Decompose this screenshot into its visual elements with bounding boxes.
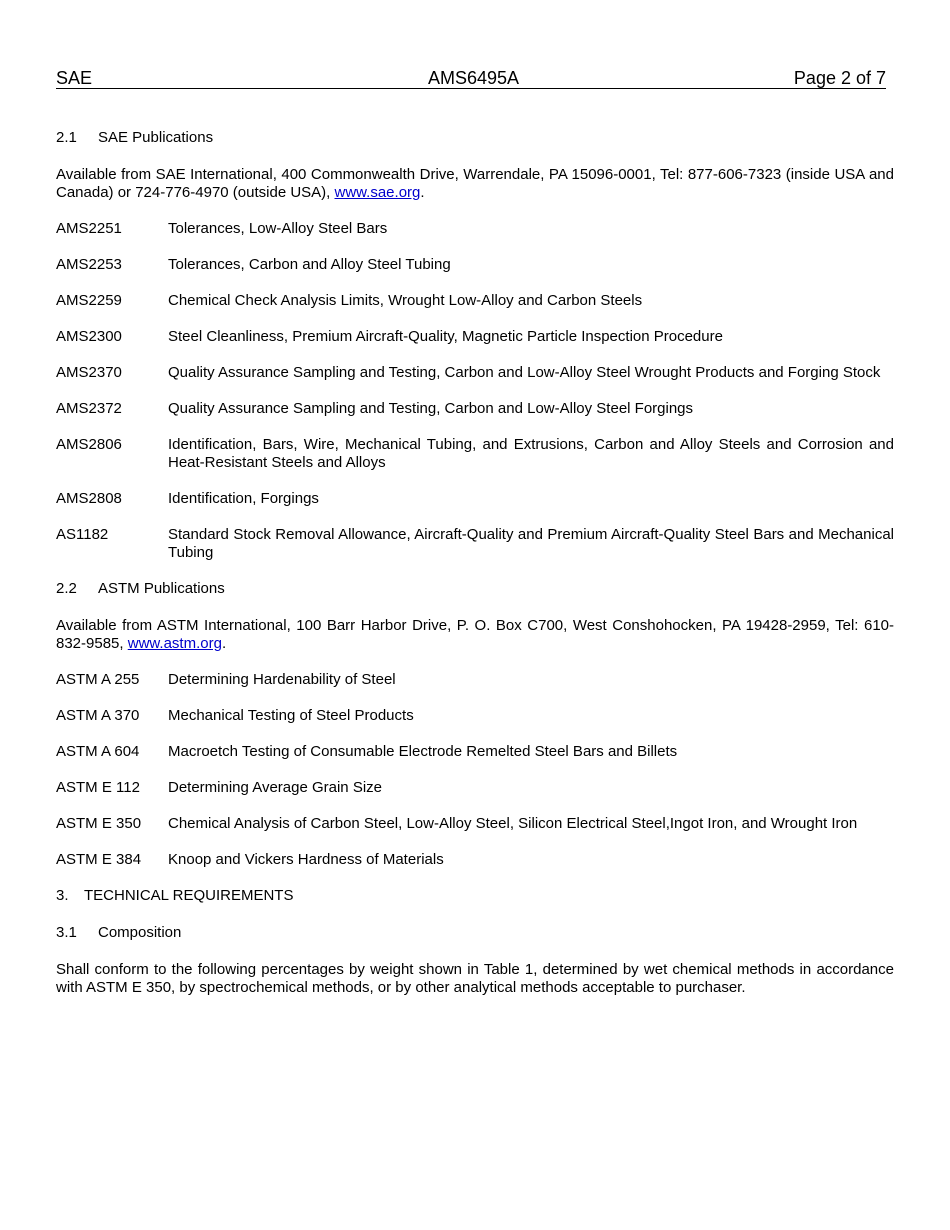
document-body [56, 129, 894, 1015]
reference-code: AS1182 [56, 526, 109, 543]
reference-code: ASTM A 604 [56, 743, 140, 760]
reference-code: ASTM A 370 [56, 707, 140, 724]
reference-item [56, 671, 894, 689]
reference-title: Identification, Forgings [168, 490, 319, 507]
section-heading-3-1 [56, 924, 894, 942]
reference-code: AMS2300 [56, 328, 122, 345]
reference-title: Determining Hardenability of Steel [168, 671, 396, 688]
reference-title: Mechanical Testing of Steel Products [168, 707, 414, 724]
section-title: ASTM Publications [98, 580, 225, 597]
reference-code: AMS2808 [56, 490, 122, 507]
reference-item [56, 436, 894, 472]
reference-code: AMS2253 [56, 256, 122, 273]
reference-code: AMS2372 [56, 400, 122, 417]
reference-item [56, 490, 894, 508]
page-header [56, 66, 886, 89]
reference-title: Steel Cleanliness, Premium Aircraft-Quality, Magnetic Particle Inspection Procedure [168, 328, 723, 345]
astm-availability-paragraph [56, 617, 894, 653]
reference-title: Chemical Analysis of Carbon Steel, Low-Alloy Steel, Silicon Electrical Steel,Ingot Iron, and Wrought Iron [168, 815, 858, 832]
reference-item [56, 292, 894, 310]
astm-availability-text: Available from ASTM International, 100 Barr Harbor Drive, P. O. Box C700, West Conshohocken, PA 19428-2959, Tel: 610-832-9585, [56, 617, 894, 652]
reference-title: Tolerances, Low-Alloy Steel Bars [168, 220, 388, 237]
reference-code: ASTM E 384 [56, 851, 142, 868]
reference-item [56, 220, 894, 238]
reference-title: Quality Assurance Sampling and Testing, Carbon and Low-Alloy Steel Forgings [168, 400, 694, 417]
reference-title: Knoop and Vickers Hardness of Materials [168, 851, 444, 868]
reference-item [56, 328, 894, 346]
reference-item [56, 256, 894, 274]
sae-reference-list [56, 220, 894, 562]
section-number: 2.2 [56, 580, 77, 597]
reference-code: AMS2806 [56, 436, 122, 453]
reference-item [56, 526, 894, 562]
reference-code: ASTM E 112 [56, 779, 140, 796]
section-number: 3.1 [56, 924, 77, 941]
reference-code: ASTM E 350 [56, 815, 142, 832]
astm-reference-list [56, 671, 894, 869]
section-heading-2-1 [56, 129, 894, 147]
section-number: 2.1 [56, 129, 77, 146]
reference-title: Standard Stock Removal Allowance, Aircraft-Quality and Premium Aircraft-Quality Steel Bars and Mechanical Tubing [168, 526, 894, 561]
sae-availability-end: . [420, 184, 425, 201]
section-heading-3 [56, 887, 894, 905]
sae-availability-text: Available from SAE International, 400 Commonwealth Drive, Warrendale, PA 15096-0001, Tel: 877-606-7323 (inside USA and Canada) or 724-776-4970 (outside USA), [56, 166, 894, 201]
reference-title: Macroetch Testing of Consumable Electrode Remelted Steel Bars and Billets [168, 743, 678, 760]
reference-title: Determining Average Grain Size [168, 779, 382, 796]
header-organization: SAE [56, 68, 93, 88]
reference-code: AMS2370 [56, 364, 122, 381]
section-title: SAE Publications [98, 129, 214, 146]
header-page-number: Page 2 of 7 [793, 68, 886, 88]
section-number: 3. [56, 887, 69, 904]
section-title: TECHNICAL REQUIREMENTS [84, 887, 294, 904]
reference-item [56, 815, 894, 833]
reference-item [56, 707, 894, 725]
sae-availability-paragraph [56, 166, 894, 202]
composition-paragraph: Shall conform to the following percentages by weight shown in Table 1, determined by wet chemical methods in accordance with ASTM E 350, by spectrochemical methods, or by other analytical methods acceptable to purchaser. [56, 961, 894, 996]
reference-title: Tolerances, Carbon and Alloy Steel Tubing [168, 256, 451, 273]
reference-title: Quality Assurance Sampling and Testing, Carbon and Low-Alloy Steel Wrought Products and Forging Stock [168, 364, 881, 381]
reference-item [56, 364, 894, 382]
reference-item [56, 400, 894, 418]
reference-item [56, 851, 894, 869]
header-document-number: AMS6495A [428, 68, 520, 88]
reference-code: AMS2259 [56, 292, 122, 309]
reference-title: Identification, Bars, Wire, Mechanical Tubing, and Extrusions, Carbon and Alloy Steels and Corrosion and Heat-Resistant Steels and Alloys [168, 436, 894, 471]
section-title: Composition [98, 924, 182, 941]
astm-availability-end: . [221, 635, 227, 652]
astm-website-link[interactable]: www.astm.org [127, 635, 222, 652]
reference-title: Chemical Check Analysis Limits, Wrought Low-Alloy and Carbon Steels [168, 292, 643, 309]
reference-item [56, 779, 894, 797]
reference-code: AMS2251 [56, 220, 122, 237]
section-heading-2-2 [56, 580, 894, 598]
sae-website-link[interactable]: www.sae.org [334, 184, 421, 201]
reference-item [56, 743, 894, 761]
reference-code: ASTM A 255 [56, 671, 140, 688]
